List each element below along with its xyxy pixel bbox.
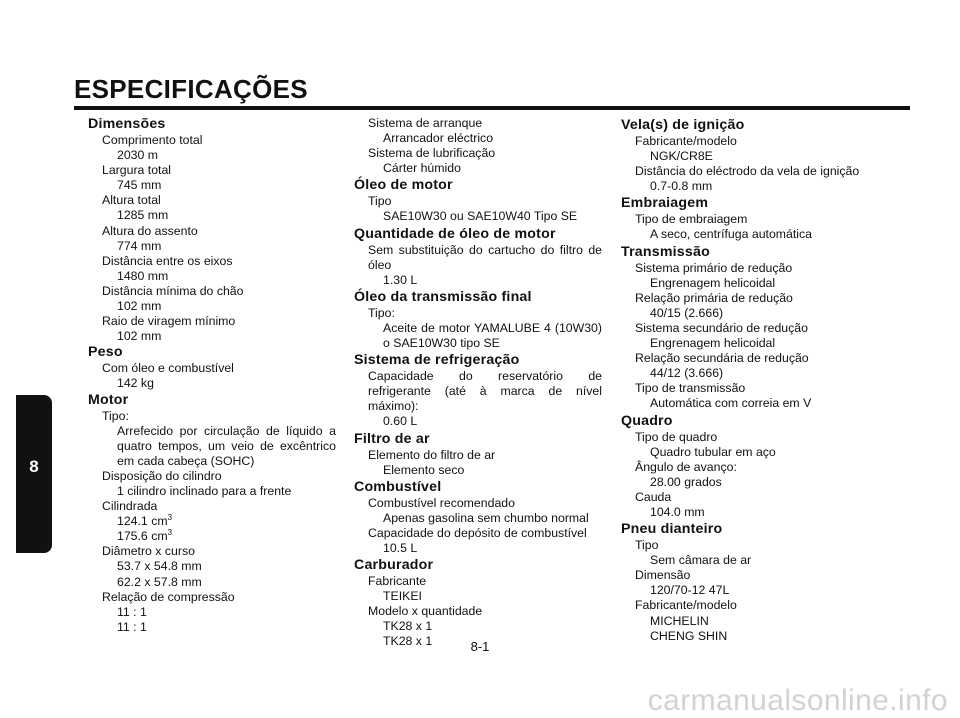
spec-value: MICHELIN (650, 613, 709, 628)
spec-column-2 (354, 116, 602, 650)
spec-label: Tipo de embraiagem (635, 212, 748, 227)
spec-value: Arrancador eléctrico (383, 131, 494, 146)
spec-label: Capacidade do reservatório de refrigerante (até à marca de nível máximo): (368, 369, 602, 414)
spec-value: 104.0 mm (650, 504, 705, 519)
section-heading-dimensoes: Dimensões (88, 116, 166, 132)
spec-value: TEIKEI (383, 589, 422, 604)
section-heading-quadro: Quadro (621, 412, 673, 429)
spec-value: Engrenagem helicoidal (650, 275, 776, 290)
spec-label: Comprimento total (102, 133, 203, 147)
section-heading-carburador: Carburador (354, 557, 434, 574)
section-heading-pneu-dianteiro: Pneu dianteiro (621, 521, 723, 538)
spec-label: Tipo de quadro (635, 429, 718, 444)
spec-value: TK28 x 1 (383, 619, 433, 634)
spec-value: 120/70-12 47L (650, 583, 730, 598)
spec-value-with-unit (117, 529, 336, 544)
spec-label: Sistema de arranque (368, 116, 483, 130)
section-heading-transmissao: Transmissão (621, 243, 710, 260)
spec-value: 774 mm (117, 238, 162, 253)
spec-value: 0.7-0.8 mm (650, 179, 713, 194)
spec-label: Distância mínima do chão (102, 283, 244, 298)
spec-value: A seco, centrífuga automática (650, 227, 813, 242)
spec-label: Distância do eléctrodo da vela de ignição (635, 164, 860, 179)
spec-label: Cauda (635, 489, 672, 504)
spec-label: Fabricante/modelo (635, 598, 737, 613)
spec-value: 745 mm (117, 178, 162, 193)
spec-value: TK28 x 1 (383, 634, 433, 649)
watermark: carmanualsonline.info (647, 684, 948, 717)
spec-label: Distância entre os eixos (102, 253, 233, 268)
spec-value: Quadro tubular em aço (650, 444, 776, 459)
spec-value: CHENG SHIN (650, 628, 728, 643)
spec-value: Arrefecido por circulação de líquido a quatro tempos, um veio de excêntrico em cada cabeça (SOHC) (117, 423, 336, 468)
spec-label: Tipo (368, 194, 392, 209)
spec-label: Relação de compressão (102, 589, 235, 604)
spec-value: Engrenagem helicoidal (650, 336, 776, 351)
spec-label: Largura total (102, 163, 172, 178)
spec-label: Ângulo de avanço: (635, 459, 737, 474)
spec-label: Tipo de transmissão (635, 381, 746, 396)
spec-label: Altura total (102, 193, 161, 208)
spec-value: 40/15 (2.666) (650, 305, 724, 320)
section-heading-velas: Vela(s) de ignição (621, 117, 745, 133)
spec-value: 44/12 (3.666) (650, 366, 724, 381)
spec-value: 124.1 cm (117, 514, 168, 529)
section-heading-oleo-motor: Óleo de motor (354, 177, 453, 194)
spec-label: Diâmetro x curso (102, 544, 195, 559)
spec-label: Raio de viragem mínimo (102, 314, 236, 329)
spec-value: NGK/CR8E (650, 149, 713, 164)
unit-superscript: 3 (167, 528, 173, 538)
spec-label: Tipo (635, 538, 659, 553)
spec-label: Fabricante (368, 574, 427, 589)
spec-value: 175.6 cm (117, 529, 168, 544)
spec-label: Sistema primário de redução (635, 260, 793, 275)
section-heading-motor: Motor (88, 391, 129, 408)
chapter-tab (16, 395, 52, 553)
spec-label: Sistema secundário de redução (635, 320, 808, 335)
section-heading-quantidade-oleo: Quantidade de óleo de motor (354, 225, 556, 242)
spec-value: Apenas gasolina sem chumbo normal (383, 510, 589, 525)
spec-label: Sem substituição do cartucho do filtro de óleo (368, 242, 602, 272)
unit-superscript: 3 (167, 513, 173, 523)
section-heading-combustivel: Combustível (354, 478, 442, 495)
chapter-number: 8 (29, 457, 39, 476)
spec-value-with-unit (117, 514, 336, 529)
spec-label: Tipo: (102, 408, 129, 423)
spec-column-3 (621, 116, 871, 644)
spec-value: 11 : 1 (117, 604, 147, 619)
spec-label: Cilindrada (102, 499, 158, 514)
spec-value: 1.30 L (383, 272, 418, 287)
spec-value: 1 cilindro inclinado para a frente (117, 483, 292, 498)
spec-label: Combustível recomendado (368, 495, 515, 510)
spec-value: 102 mm (117, 329, 162, 344)
spec-label: Dimensão (635, 568, 691, 583)
section-heading-oleo-transmissao: Óleo da transmissão final (354, 288, 532, 305)
spec-value: 1480 mm (117, 268, 169, 283)
spec-value: 53.7 x 54.8 mm (117, 559, 202, 574)
spec-label: Altura do assento (102, 223, 198, 238)
spec-column-1 (88, 116, 336, 635)
spec-value: 102 mm (117, 299, 162, 314)
spec-label: Relação primária de redução (635, 290, 793, 305)
section-heading-refrigeracao: Sistema de refrigeração (354, 352, 520, 369)
section-heading-filtro-ar: Filtro de ar (354, 430, 430, 447)
page-title: ESPECIFICAÇÕES (74, 74, 308, 104)
spec-value: Cárter húmido (383, 161, 461, 176)
spec-label: Elemento do filtro de ar (368, 447, 496, 462)
spec-value: 2030 m (117, 148, 159, 163)
spec-value: SAE10W30 ou SAE10W40 Tipo SE (383, 209, 578, 224)
spec-label: Tipo: (368, 305, 395, 320)
spec-value: Sem câmara de ar (650, 553, 752, 568)
spec-label: Sistema de lubrificação (368, 146, 496, 161)
page-number: 8-1 (470, 639, 490, 654)
spec-value: 142 kg (117, 376, 154, 391)
spec-value: 10.5 L (383, 540, 418, 555)
spec-label: Fabricante/modelo (635, 134, 737, 148)
spec-value: 1285 mm (117, 208, 169, 223)
spec-label: Modelo x quantidade (368, 604, 483, 619)
title-rule (74, 106, 910, 110)
spec-value: 28.00 grados (650, 474, 722, 489)
spec-label: Com óleo e combustível (102, 361, 234, 376)
spec-label: Capacidade do depósito de combustível (368, 525, 587, 540)
section-heading-embraiagem: Embraiagem (621, 195, 709, 212)
spec-value: 62.2 x 57.8 mm (117, 574, 202, 589)
spec-value: Automática com correia em V (650, 396, 812, 411)
section-heading-peso: Peso (88, 344, 123, 361)
spec-value: Elemento seco (383, 462, 465, 477)
spec-value: 11 : 1 (117, 619, 147, 634)
spec-value: 0.60 L (383, 414, 418, 429)
spec-label: Disposição do cilindro (102, 468, 222, 483)
spec-label: Relação secundária de redução (635, 351, 809, 366)
spec-value: Aceite de motor YAMALUBE 4 (10W30) o SAE10W30 tipo SE (383, 320, 602, 351)
